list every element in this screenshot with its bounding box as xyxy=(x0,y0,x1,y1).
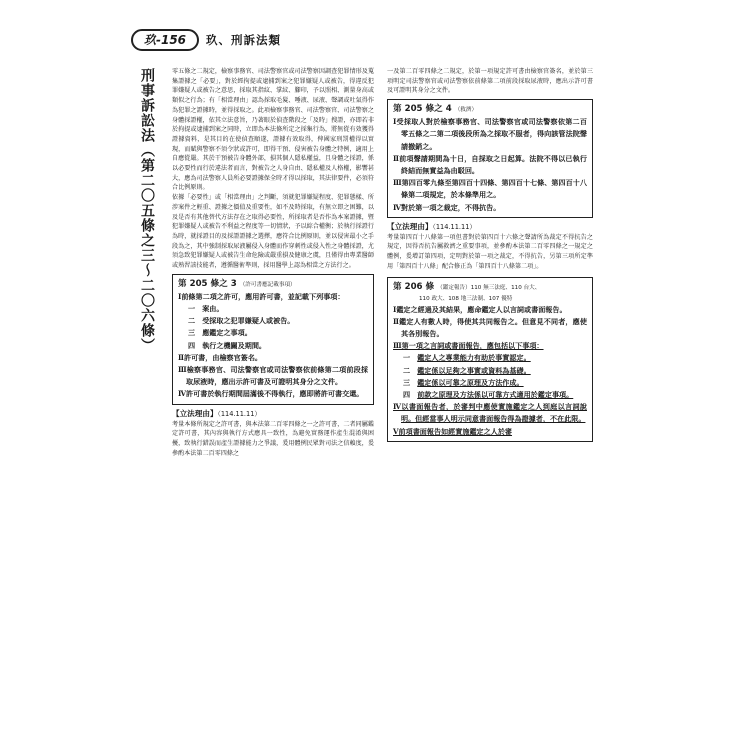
subclause-num: 三 xyxy=(403,377,411,387)
article-subclause xyxy=(178,327,368,339)
article-clause: Ⅰ鑑定之經過及其結果，應命鑑定人以言詞或書面報告。 xyxy=(393,304,567,314)
article-note-continued: 110 政大、108 地三法制、107 優特 xyxy=(419,295,513,302)
article-subclause xyxy=(178,340,368,352)
article-number: 第 205 條之 4 xyxy=(393,104,452,115)
left-column xyxy=(172,67,374,458)
article-206-box xyxy=(387,277,593,442)
page-number: 玖-156 xyxy=(131,29,199,51)
subclause-num: 一 xyxy=(403,353,411,363)
article-subclause xyxy=(393,377,587,389)
side-title: 刑事訴訟法（第二〇五條之三〜二〇六條） xyxy=(139,68,155,353)
article-205-4-box xyxy=(387,99,593,218)
reason-text: 考量本條所規定之許可書，與本法第二百零四條之一之許可書，二者同屬鑑定許可書，其內容與執行方式應具一致性，為避免實務運作產生混淆與困擾，致執行錯誤而產生證據能力之爭議，爰用體例民眾對司法之信賴度，爰參酌本法第二百零四條之 xyxy=(172,420,374,457)
subclause-num: 四 xyxy=(403,389,411,399)
subclause-text: 鑑定人之專業能力有助於事實認定。 xyxy=(417,353,531,363)
reason-text: 考量第四百十八條第一項但書對於第四百十六條之聲請所為裁定不得抗告之規定，因得否抗告屬救濟之重要事項，並參酌本法第二百零四條之一規定之體例，爰增訂第四項，定明對於第一項之裁定，不得抗告，另第三項所定準用「第四百十八條」配合修正為「第四百十八條第二項」。 xyxy=(387,233,593,270)
right-column xyxy=(387,67,593,445)
article-clause: Ⅲ第一項之言詞或書面報告，應包括以下事項： xyxy=(393,341,544,351)
body-paragraph: 依據「必要性」或「相當理由」之判斷，須就犯罪嫌疑程度、犯罪態樣、所涉案件之輕重、證據之價值及重要性，如不及時採取，有無立即之困難，以及是否有其他替代方法存在之取得必要性，所採取者是否作為本案證據，暨犯罪嫌疑人或被告不利益之程度等一切情狀，予以綜合權衡；於執行採證行為時，就採證目的及採證證據之選擇，應符合比例原則，並以侵害最小之手段為之，其中強制採取尿液屬侵入身體而作穿刺性或侵入性之身體採證，尤須急致犯罪嫌疑人或被告生命危險或嚴重損及健康之虞，且僅得由專業醫師或熟習該技能者，遵循醫術準則，採用醫學上認為相當之方法行之。 xyxy=(172,194,374,270)
article-title xyxy=(178,278,368,291)
reason-date: （114.11.11） xyxy=(432,222,477,231)
reason-label-text: 【立法理由】 xyxy=(172,408,218,418)
article-clause: Ⅱ鑑定人有數人時，得使其共同報告之。但意見不同者，應使其各別報告。 xyxy=(393,316,587,338)
article-clause: Ⅱ前項聲請期間為十日，自採取之日起算。法院不得以已執行終結而無實益為由駁回。 xyxy=(393,153,587,175)
article-body xyxy=(393,116,587,214)
subclause-text: 執行之機關及期間。 xyxy=(202,340,267,350)
article-205-3-box xyxy=(172,274,374,405)
subclause-num: 三 xyxy=(188,328,196,338)
chapter-title: 玖、刑訴法類 xyxy=(206,33,281,47)
article-number: 第 206 條 xyxy=(393,281,435,292)
article-clause: Ⅰ前條第二項之許可，應用許可書，並記載下列事項： xyxy=(178,291,345,301)
reason-date: （114.11.11） xyxy=(217,409,262,418)
subclause-text: 受採取之犯罪嫌疑人或被告。 xyxy=(202,316,295,326)
article-subclause xyxy=(178,315,368,327)
subclause-text: 鑑定係以足夠之事實或資料為基礎。 xyxy=(417,365,531,375)
article-clause: Ⅴ前項書面報告如經實施鑑定之人於審 xyxy=(393,426,513,436)
article-clause: Ⅳ對於第一項之裁定，不得抗告。 xyxy=(393,202,501,212)
article-clause: Ⅲ檢察事務官、司法警察官或司法警察依前條第二項前段採取尿液時，應出示許可書及可證明其身分之文件。 xyxy=(178,364,368,387)
article-clause: Ⅲ第四百零九條至第四百十四條、第四百十七條、第四百十八條第二項規定，於本條準用之。 xyxy=(393,178,587,200)
article-clause: Ⅱ許可書，由檢察官簽名。 xyxy=(178,352,263,362)
article-note: （許可書應記載事項） xyxy=(239,281,296,288)
subclause-text: 前款之原理及方法係以可靠方式適用於鑑定事項。 xyxy=(417,389,574,399)
article-title xyxy=(393,281,587,304)
subclause-text: 鑑定係以可靠之原理及方法作成。 xyxy=(417,377,524,387)
article-title xyxy=(393,103,587,116)
body-paragraph: 一及第二百零四條之二規定，於第一項規定許可書由檢察官簽名，並於第三項明定司法警察官或司法警察依前條第二項前段採取尿液時，應出示許可書及可證明其身分之文件。 xyxy=(387,68,593,95)
article-clause: Ⅳ以書面報告者，於審判中應使實施鑑定之人到庭以言詞說明。但經當事人明示同意書面報告得為證據者，不在此限。 xyxy=(393,402,587,424)
subclause-text: 應鑑定之事項。 xyxy=(202,328,252,338)
subclause-num: 二 xyxy=(188,316,196,326)
article-body xyxy=(393,304,587,438)
legislative-reason-label xyxy=(172,408,374,420)
article-note: （救濟） xyxy=(454,107,478,114)
subclause-text: 案由。 xyxy=(202,303,224,313)
subclause-num: 二 xyxy=(403,365,411,375)
article-number: 第 205 條之 3 xyxy=(178,278,237,289)
article-subclause xyxy=(393,352,587,364)
body-paragraph: 零五條之二規定，檢察事務官、司法警察官或司法警察因調查犯罪情形及蒐集證據之「必要」，對於經拘提或逮捕到案之犯罪嫌疑人或被告，得違反犯罪嫌疑人或被告之意思，採取其指紋、掌紋、腳印，予以照相、測量身高或類似之行為；有「相當理由」認為採取毛髮、唾液、尿液、聲調或吐氣得作為犯罪之證據時，並得採取之。此項檢察事務官、司法警察官、司法警察之身體採證權，依其立法意旨，乃著眼於偵查階段之「及時」搜證，亦即若非於拘提或逮捕到案之同時，立即為本法條所定之採集行為，將無從有效獲得證據資料，是其目的在使偵查順遂，證據有效取得，俾國家刑罰權得以實現，而賦與警察不須令狀或許可，即得干預、侵害被告身體之特例，適用上自應從嚴。其於干預被告身體外部，損其個人隱私權益，且身體之採證，係以必要性而行於違法者而言，對被告之人身自由、隱私權及人格權，影響甚大，應為司法警察人員所必要證據保全時才得以採取，其法律要件，必須符合比例原則。 xyxy=(172,68,374,192)
subclause-num: 四 xyxy=(188,340,196,350)
legislative-reason-label xyxy=(387,221,593,233)
reason-label-text: 【立法理由】 xyxy=(387,221,433,231)
subclause-num: 一 xyxy=(188,303,196,313)
article-subclause xyxy=(393,365,587,377)
article-subclause xyxy=(178,303,368,315)
article-note: （鑑定報告）110 無三法庭、110 台大、 xyxy=(437,284,541,291)
article-subclause xyxy=(393,389,587,401)
article-body xyxy=(178,291,368,401)
article-clause: Ⅰ受採取人對於檢察事務官、司法警察官或司法警察依第二百零五條之二第二項後段所為之採取不服者，得向該管法院聲請撤銷之。 xyxy=(393,117,587,151)
article-clause: Ⅳ許可書於執行期間屆滿後不得執行，應即將許可書交還。 xyxy=(178,389,364,399)
